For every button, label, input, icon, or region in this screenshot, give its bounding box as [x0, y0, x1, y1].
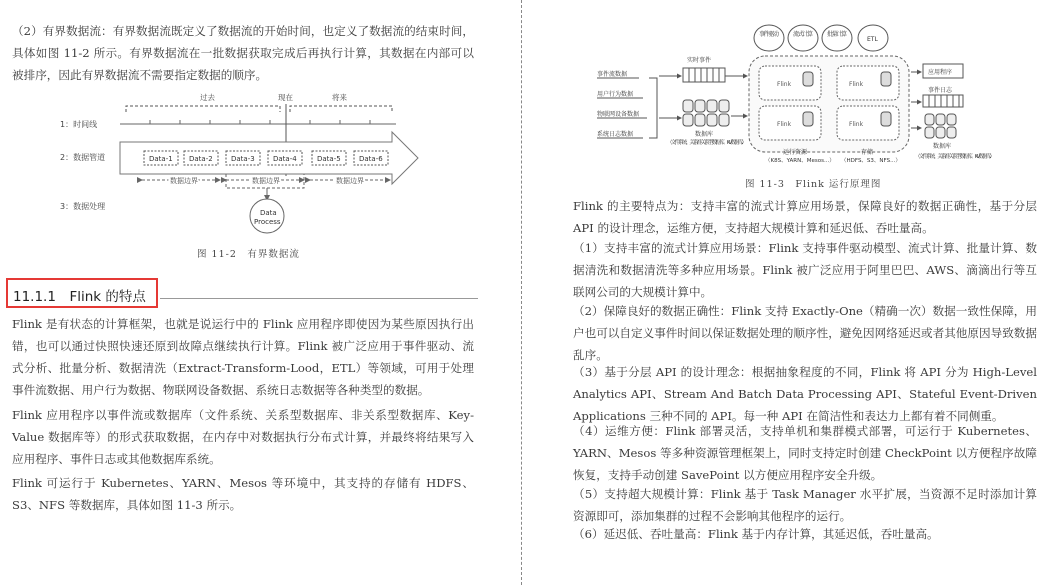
feature-item-5: （5）支持超大规模计算：Flink 基于 Task Manager 水平扩展，当资源不足时添加计算资源即可，添加集群的过程不会影响其他程序的运行。 [573, 487, 1037, 523]
storage-label: 存储 [861, 149, 874, 156]
figure-flink-architecture [597, 20, 997, 170]
db-sub-label: （文件系统、关系/非关系型数据库、KV数据库...） [667, 140, 747, 146]
paragraph-bounded-stream: （2）有界数据流：有界数据流既定义了数据流的开始时间，也定义了数据流的结束时间，具体如图 11-2 所示。有界数据流在一批数据获取完成后再执行计算，其数据在内部可以被排序，因此有界数据流不需要指定数据的顺序。 [12, 24, 474, 82]
data-block [268, 151, 302, 165]
feature-item-2: （2）保障良好的数据正确性：Flink 支持 Exactly-One（精确一次）数据一致性保障，用户也可以自定义事件时间以保证数据处理的顺序性，避免因网络延迟或者其他原因导致数据乱序。 [573, 304, 1037, 362]
realtime-events-label: 实时事件 [687, 57, 712, 64]
figure-11-2-caption: 图 11-2 有界数据流 [197, 249, 300, 260]
data-block [354, 151, 388, 165]
data-block-label: Data-5 [317, 155, 341, 163]
heading-rule [160, 298, 478, 299]
output-event-log-label: 事件日志 [928, 87, 953, 94]
data-block-label: Data-1 [149, 155, 173, 163]
data-block [144, 151, 178, 165]
page-spine [521, 0, 523, 585]
output-application-label: 应用程序 [928, 69, 953, 76]
input-iot-device: 物联网设备数据 [597, 111, 640, 118]
input-system-log: 系统日志数据 [597, 131, 634, 138]
section-heading-highlight [6, 278, 158, 308]
data-block [184, 151, 218, 165]
paragraph-flink-runtime: Flink 可运行于 Kubernetes、YARN、Mesos 等环境中，其支持的存储有 HDFS、S3、NFS 等数据库，具体如图 11-3 所示。 [12, 476, 474, 512]
output-db-label: 数据库 [933, 143, 952, 150]
figure-bounded-stream [60, 88, 460, 236]
bubble-batch-compute: 批量计算 [827, 31, 847, 38]
row-label-pipeline: 2：数据管道 [60, 153, 106, 162]
scenario-bubbles [754, 25, 888, 51]
feature-item-3: （3）基于分层 API 的设计理念：根据抽象程度的不同，Flink 将 API 分为 High-Level Analytics API、Stream And Batch Data Processing API、Stateful Event-Driven Applications 三种不同的 API。每一种 API 在简洁性和表达力上都有着不同侧重。 [573, 365, 1037, 423]
db-label: 数据库 [695, 131, 714, 138]
data-block-label: Data-2 [189, 155, 213, 163]
figure-11-3-caption: 图 11-3 Flink 运行原理图 [745, 179, 882, 190]
feature-item-6: （6）延迟低、吞吐量高：Flink 基于内存计算，其延迟低，吞吐量高。 [573, 527, 939, 541]
time-label-future: 将来 [332, 93, 347, 102]
flink-label: Flink [849, 81, 864, 88]
runtime-sub-label: （K8S、YARN、Mesos...） [765, 158, 835, 164]
output-db-sub-label: （文件系统、关系/非关系型数据库、KV数据库...） [915, 154, 995, 160]
data-block [226, 151, 260, 165]
output-database-icon [925, 114, 956, 138]
storage-sub-label: （HDFS、S3、NFS...） [841, 158, 901, 164]
paragraph-flink-intro: Flink 是有状态的计算框架，也就是说运行中的 Flink 应用程序即使因为某些原因执行出错，也可以通过快照快速还原到故障点继续执行计算。Flink 被广泛应用于事件驱动、流式分析、批量分析、数据清洗（Extract-Transform-Lood，ETL）等领域，可用于处理事件流数据、用户行为数据、物联网设备数据、系统日志数据等各种类型的数据。 [12, 317, 474, 397]
input-event-stream: 事件流数据 [597, 71, 628, 78]
data-block-label: Data-3 [231, 155, 255, 163]
process-label: Process [254, 218, 281, 226]
runtime-label: 运行资源 [783, 149, 808, 156]
database-icon [683, 100, 729, 126]
bubble-etl: ETL [867, 36, 878, 43]
row-label-timeline: 1：时间线 [60, 120, 98, 129]
boundary-label: 数据边界 [252, 177, 280, 185]
flink-label: Flink [777, 121, 792, 128]
row-label-processing: 3：数据处理 [60, 202, 106, 211]
paragraph-flink-sources: Flink 应用程序以事件流或数据库（文件系统、关系型数据库、非关系型数据库、Key-Value 数据库等）的形式获取数据，在内存中对数据执行分布式计算，并最终将结果写入应用程序、事件日志或其他数据库系统。 [12, 408, 474, 466]
flink-label: Flink [849, 121, 864, 128]
feature-item-1: （1）支持丰富的流式计算应用场景：Flink 支持事件驱动模型、流式计算、批量计算、数据清洗和数据清洗等多种应用场景。Flink 被广泛应用于阿里巴巴、AWS、滴滴出行等互联网公司的大规模计算中。 [573, 241, 1037, 299]
feature-item-4: （4）运维方便：Flink 部署灵活，支持单机和集群模式部署，可运行于 Kubernetes、YARN、Mesos 等多种资源管理框架上，同时支持定时创建 CheckPoint 以方便程序故障恢复，支持手动创建 SavePoint 以方便应用程序安全升级。 [573, 424, 1037, 482]
process-label: Data [260, 209, 277, 217]
left-page [0, 0, 520, 585]
bubble-event-driven: 事件驱动 [759, 31, 779, 38]
data-block-label: Data-6 [359, 155, 383, 163]
data-block [312, 151, 346, 165]
bubble-stream-compute: 流式计算 [793, 31, 813, 38]
section-heading: 11.1.1 Flink 的特点 [13, 289, 146, 305]
time-label-now: 现在 [278, 93, 293, 102]
boundary-label: 数据边界 [336, 177, 364, 185]
input-user-behavior: 用户行为数据 [597, 91, 634, 98]
right-page [527, 0, 1041, 585]
flink-label: Flink [777, 81, 792, 88]
data-block-label: Data-4 [273, 155, 297, 163]
boundary-label: 数据边界 [170, 177, 198, 185]
time-label-past: 过去 [200, 93, 215, 102]
paragraph-features-summary: Flink 的主要特点为：支持丰富的流式计算应用场景，保障良好的数据正确性，基于分层 API 的设计理念，运维方便，支持超大规模计算和延迟低、吞吐量高。 [573, 199, 1037, 235]
